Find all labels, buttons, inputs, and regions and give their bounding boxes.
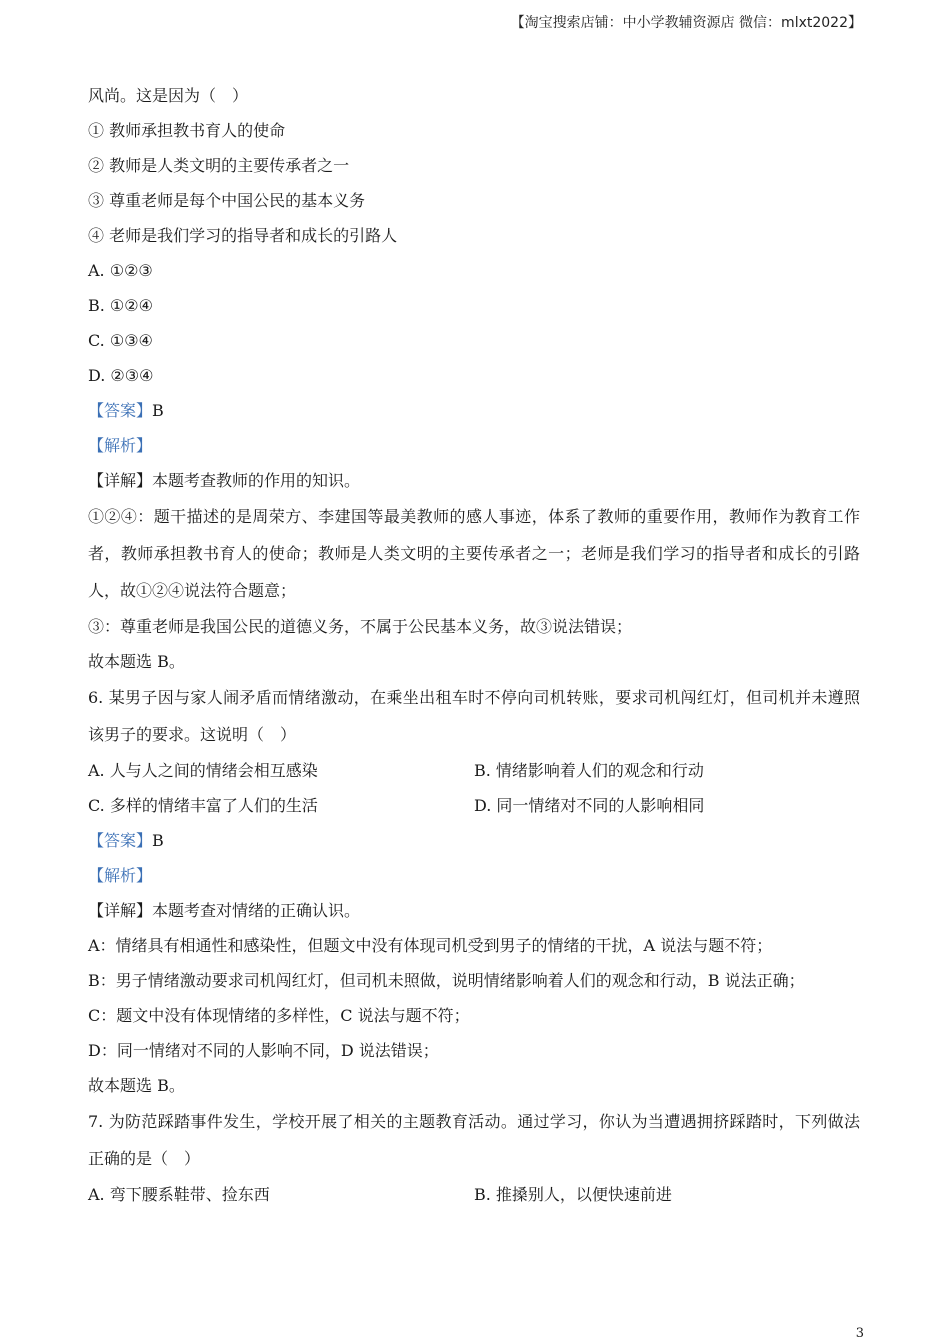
q5-statement-2: ② 教师是人类文明的主要传承者之一	[88, 156, 350, 175]
q5-option-b: B. ①②④	[88, 296, 153, 315]
q7-option-a: A. 弯下腰系鞋带、捡东西	[88, 1185, 270, 1204]
q5-conclusion: 故本题选 B。	[88, 652, 185, 671]
q5-explanation-2: ③：尊重老师是我国公民的道德义务，不属于公民基本义务，故③说法错误；	[88, 617, 633, 636]
q6-options-row-1	[88, 753, 860, 788]
q5-answer-label: 【答案】	[88, 401, 153, 420]
q6-conclusion: 故本题选 B。	[88, 1076, 185, 1095]
q5-option-d: D. ②③④	[88, 366, 154, 385]
q6-explanation-a: A：情绪具有相通性和感染性，但题文中没有体现司机受到男子的情绪的干扰，A 说法与题不符；	[88, 936, 773, 955]
q6-answer-value: B	[152, 831, 164, 850]
q6-answer	[88, 823, 860, 858]
q6-stem: 6. 某男子因与家人闹矛盾而情绪激动，在乘坐出租车时不停向司机转账，要求司机闯红灯，但司机并未遵照该男子的要求。这说明（ ）	[88, 688, 860, 744]
q6-detail: 【详解】本题考查对情绪的正确认识。	[88, 901, 361, 920]
page-number: 3	[855, 1326, 864, 1341]
q6-explanation-b: B：男子情绪激动要求司机闯红灯，但司机未照做，说明情绪影响着人们的观念和行动，B 说法正确；	[88, 971, 805, 990]
q6-explanation-c: C：题文中没有体现情绪的多样性，C 说法与题不符；	[88, 1006, 470, 1025]
q7-option-b: B. 推搡别人，以便快速前进	[474, 1185, 672, 1204]
q5-statement-1: ① 教师承担教书育人的使命	[88, 121, 286, 140]
q5-explanation-1: ①②④：题干描述的是周荣方、李建国等最美教师的感人事迹，体系了教师的重要作用，教师作为教育工作者，教师承担教书育人的使命；教师是人类文明的主要传承者之一；老师是我们学习的指导者和成长的引路人，故①②④说法符合题意；	[88, 507, 860, 600]
q6-option-d: D. 同一情绪对不同的人影响相同	[474, 796, 705, 815]
q5-statement-3: ③ 尊重老师是每个中国公民的基本义务	[88, 191, 366, 210]
page-header: 【淘宝搜索店铺：中小学教辅资源店 微信：mlxt2022】	[510, 15, 862, 31]
q7-options-row-1	[88, 1177, 860, 1212]
q5-option-c: C. ①③④	[88, 331, 153, 350]
q6-option-c: C. 多样的情绪丰富了人们的生活	[88, 796, 318, 815]
q6-analysis-label: 【解析】	[88, 866, 153, 885]
q6-option-a: A. 人与人之间的情绪会相互感染	[88, 761, 318, 780]
q5-analysis-label: 【解析】	[88, 436, 153, 455]
q5-statement-4: ④ 老师是我们学习的指导者和成长的引路人	[88, 226, 398, 245]
q5-option-a: A. ①②③	[88, 261, 153, 280]
q7-stem: 7. 为防范踩踏事件发生，学校开展了相关的主题教育活动。通过学习，你认为当遭遇拥挤踩踏时，下列做法正确的是（ ）	[88, 1112, 860, 1168]
q6-options-row-2	[88, 788, 860, 823]
q6-explanation-d: D：同一情绪对不同的人影响不同，D 说法错误；	[88, 1041, 439, 1060]
q5-stem-tail: 风尚。这是因为（ ）	[88, 86, 249, 105]
document-body	[88, 78, 860, 1212]
q6-answer-label: 【答案】	[88, 831, 153, 850]
q6-option-b: B. 情绪影响着人们的观念和行动	[474, 761, 704, 780]
q5-detail: 【详解】本题考查教师的作用的知识。	[88, 471, 361, 490]
q5-answer	[88, 393, 860, 428]
q5-answer-value: B	[152, 401, 164, 420]
